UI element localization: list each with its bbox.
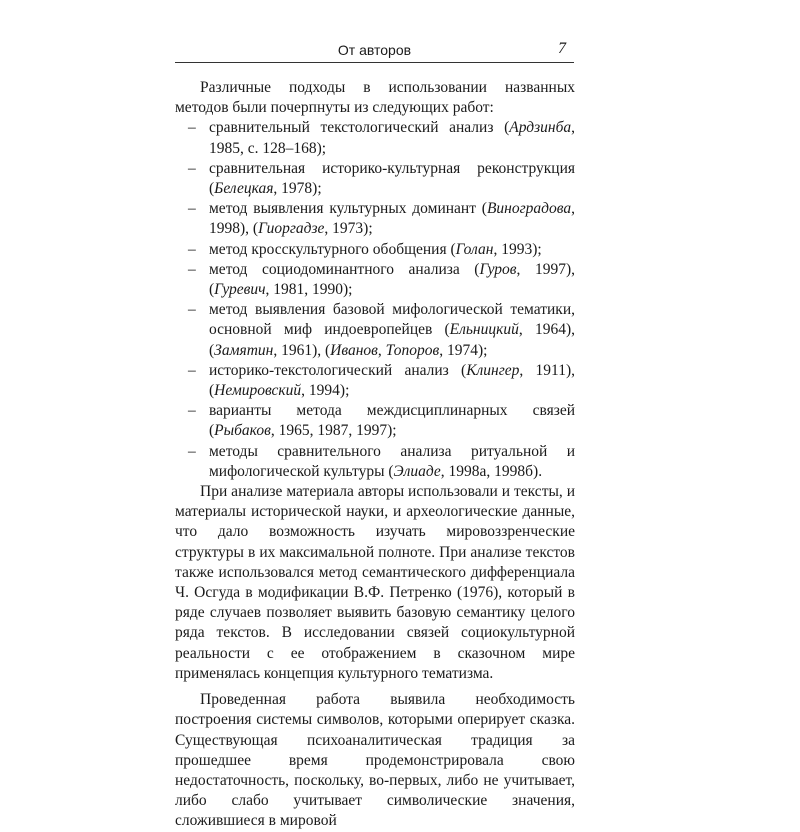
list-item — [175, 300, 575, 361]
dash-marker: – — [188, 260, 196, 278]
author-name: Замятин — [214, 341, 274, 359]
list-item — [175, 199, 575, 239]
list-item — [175, 159, 575, 199]
source-list — [175, 118, 575, 482]
item-text: метод социодоминантного анализа ( — [209, 260, 480, 278]
author-name: Элиаде — [393, 462, 441, 480]
list-item — [175, 240, 575, 260]
item-text: , 1981, 1990); — [265, 281, 353, 299]
body-paragraph: При анализе материала авторы использовали и тексты, и материалы исторической науки, и археологические данные, что дало возможность изучать мировоззренческие структуры в их максимальной полноте. При анализе текстов также использовался метод семантического дифференциала Ч. Осгуда в модификации В.Ф. Петренко (1976), который в ряде случаев позволяет выявить базовую семантику целого ряда текстов. В исследовании связей социокультурной реальности с ее отображением в сказочном мире применялась концепция культурного тематизма. — [175, 483, 575, 682]
dash-marker: – — [188, 361, 196, 379]
item-text: , 1978); — [273, 180, 322, 198]
item-text: , 1911), ( — [209, 361, 575, 400]
author-name: Гуревич — [214, 281, 266, 299]
body-paragraph: Проведенная работа выявила необходимость построения системы символов, которыми оперирует сказка. Существующая психоаналитическая традиция за прошедшее время продемонстрировала свою недостаточность, поскольку, во-первых, либо не учитывает, либо слабо учитывает символические значения, сложившиеся в мировой — [175, 691, 575, 830]
author-name: Гуров — [479, 260, 517, 278]
item-text: методы сравнительного анализа ритуальной и мифологической культуры ( — [209, 442, 575, 480]
item-text: , 1997), ( — [209, 260, 575, 299]
author-name: Ардзинба — [509, 119, 572, 137]
author-name: Ельницкий — [449, 321, 519, 339]
list-item — [175, 361, 575, 401]
running-head — [175, 38, 574, 63]
running-title: От авторов — [337, 42, 412, 58]
item-text: , 1964), ( — [209, 321, 575, 359]
author-name: Гиоргадзе — [258, 220, 325, 238]
author-name: Виноградова — [486, 200, 572, 218]
dash-marker: – — [188, 301, 196, 319]
dash-marker: – — [188, 159, 196, 177]
list-item — [175, 260, 575, 300]
dash-marker: – — [188, 200, 196, 218]
item-text: сравнительная историко-культурная реконструкция ( — [209, 159, 575, 198]
author-name: Иванов — [330, 341, 378, 359]
list-item — [175, 442, 575, 482]
item-text: , 1973); — [324, 220, 373, 238]
author-name: Топоров — [385, 341, 440, 359]
item-text: , 1961), ( — [273, 341, 331, 359]
item-text: , 1985, с. 128–168); — [209, 119, 575, 157]
body-text — [175, 78, 575, 832]
item-text: сравнительный текстологический анализ ( — [209, 119, 510, 137]
item-text: , 1974); — [439, 341, 488, 359]
dash-marker: – — [188, 119, 196, 137]
item-text: , 1998а, 1998б). — [440, 462, 543, 480]
item-text: , 1994); — [301, 382, 350, 400]
item-text: историко-текстологический анализ ( — [209, 361, 467, 379]
dash-marker: – — [188, 240, 196, 258]
intro-paragraph: Различные подходы в использовании названных методов были почерпнуты из следующих работ: — [175, 79, 575, 117]
author-name: Рыбаков — [214, 422, 271, 440]
author-name: Немировский — [214, 382, 302, 400]
author-name: Голан — [455, 240, 494, 258]
item-text: метод выявления культурных доминант ( — [209, 200, 487, 218]
author-name: Белецкая — [214, 180, 274, 198]
dash-marker: – — [188, 402, 196, 420]
list-item — [175, 118, 575, 158]
item-text: , 1965, 1987, 1997); — [270, 422, 397, 440]
item-text: , 1993); — [493, 240, 542, 258]
dash-marker: – — [188, 442, 196, 460]
page-number: 7 — [558, 40, 566, 57]
item-text: , 1998), ( — [209, 200, 575, 238]
item-text: , — [377, 341, 386, 359]
item-text: варианты метода междисциплинарных связей ( — [209, 402, 575, 440]
item-text: метод кросскультурного обобщения ( — [209, 240, 456, 258]
item-text: метод выявления базовой мифологической тематики, основной миф индоевропейцев ( — [209, 301, 575, 339]
author-name: Клингер — [466, 361, 520, 379]
list-item — [175, 401, 575, 441]
